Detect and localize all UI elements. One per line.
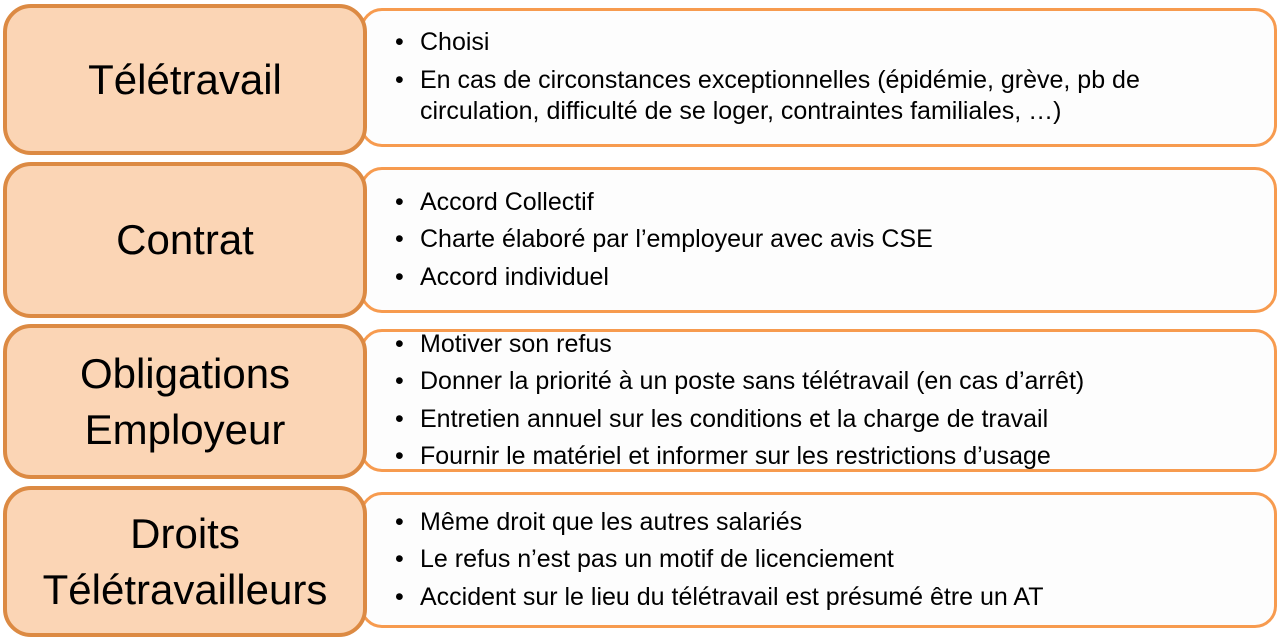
bullet-list-obligations-employeur (393, 323, 1258, 479)
content-box-teletravail (360, 8, 1277, 147)
bullet-item: • Fournir le matériel et informer sur les restrictions d’usage (393, 441, 1258, 473)
bullet-list-contrat (393, 181, 1258, 300)
content-box-droits-teletravailleurs (360, 492, 1277, 628)
bullet-item: • Accord individuel (393, 262, 1258, 294)
bullet-item: • Charte élaboré par l’employeur avec avis CSE (393, 224, 1258, 256)
bullet-item: • Choisi (393, 27, 1258, 59)
bullet-item: • Accord Collectif (393, 187, 1258, 219)
bullet-item: • En cas de circonstances exceptionnelles (épidémie, grève, pb de circulation, difficulté de se loger, contraintes familiales, …) (393, 65, 1258, 128)
row-label-contrat (3, 162, 367, 318)
bullet-list-droits-teletravailleurs (393, 501, 1258, 620)
content-box-contrat (360, 167, 1277, 313)
row-label-text: Obligations Employeur (79, 350, 291, 453)
bullet-list-teletravail (393, 21, 1258, 134)
bullet-item: • Le refus n’est pas un motif de licenciement (393, 544, 1258, 576)
bullet-item: • Accident sur le lieu du télétravail est présumé être un AT (393, 582, 1258, 614)
content-box-obligations-employeur (360, 329, 1277, 472)
row-label-text: Contrat (116, 216, 254, 264)
bullet-item: • Donner la priorité à un poste sans télétravail (en cas d’arrêt) (393, 366, 1258, 398)
bullet-item: • Même droit que les autres salariés (393, 507, 1258, 539)
row-label-text: Télétravail (88, 55, 282, 103)
row-label-obligations-employeur (3, 324, 367, 479)
bullet-item: • Motiver son refus (393, 329, 1258, 361)
row-label-droits-teletravailleurs (3, 486, 367, 637)
row-label-text: Droits Télétravailleurs (42, 510, 328, 613)
row-label-teletravail (3, 4, 367, 155)
bullet-item: • Entretien annuel sur les conditions et la charge de travail (393, 404, 1258, 436)
